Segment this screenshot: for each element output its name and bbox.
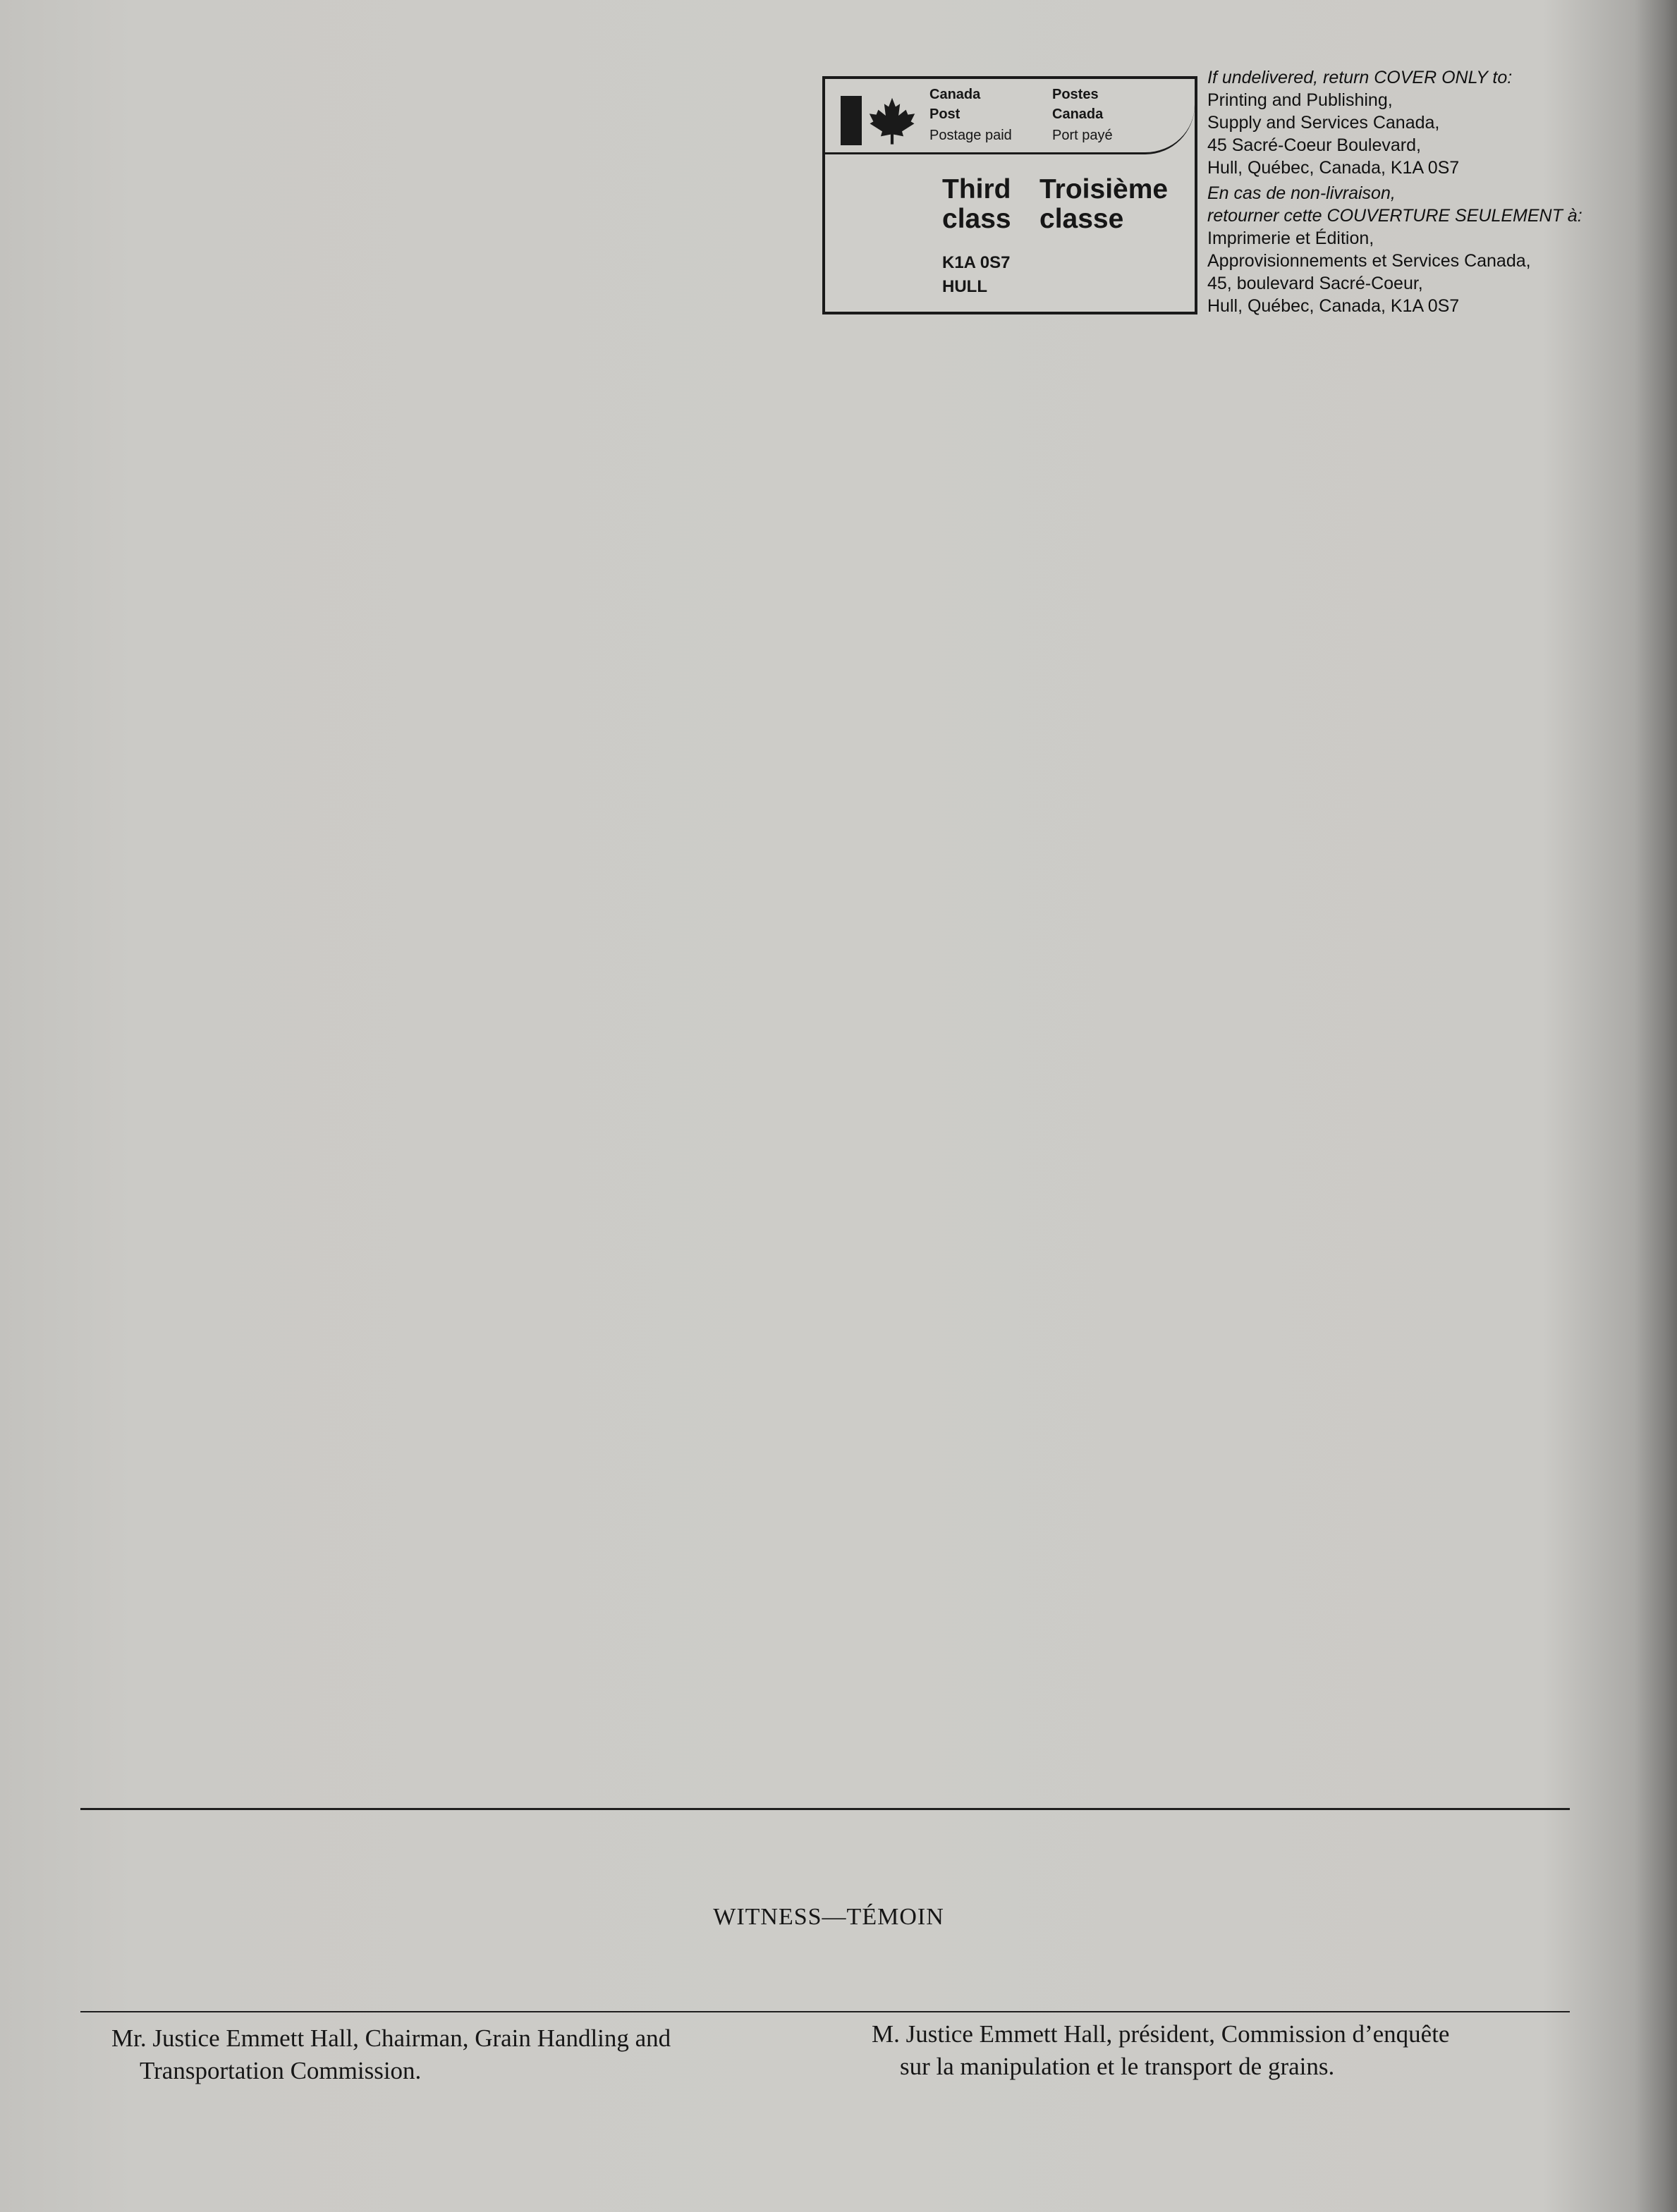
return-line-en: 45 Sacré-Coeur Boulevard,: [1207, 135, 1421, 155]
postal-city: HULL: [942, 277, 987, 296]
postal-indicia: [822, 76, 1197, 314]
return-line-en: Printing and Publishing,: [1207, 90, 1393, 110]
postal-code: K1A 0S7: [942, 253, 1011, 272]
return-line-en: Supply and Services Canada,: [1207, 113, 1440, 133]
return-line-en: Hull, Québec, Canada, K1A 0S7: [1207, 158, 1460, 178]
divider-rule-top: [80, 1808, 1570, 1810]
witness-en-line-2: Transportation Commission.: [140, 2057, 422, 2084]
canada-fr-label: Canada: [1052, 106, 1104, 122]
canada-label: Canada: [929, 87, 981, 102]
return-line-fr: Approvisionnements et Services Canada,: [1207, 251, 1531, 271]
postal-indicia-header: [825, 79, 1195, 154]
witness-fr-line-2: sur la manipulation et le transport de grains.: [900, 2053, 1335, 2080]
return-line-fr: Imprimerie et Édition,: [1207, 228, 1374, 248]
post-label: Post: [929, 106, 961, 122]
third-label: Third: [942, 174, 1011, 204]
return-line-fr: 45, boulevard Sacré-Coeur,: [1207, 274, 1423, 293]
port-paye-label: Port payé: [1052, 128, 1113, 143]
postage-paid-label: Postage paid: [929, 128, 1012, 143]
flag-bar-icon: [841, 96, 862, 145]
witness-title: WITNESS—TÉMOIN: [713, 1904, 944, 1930]
witness-entry-fr: [872, 2018, 1619, 2083]
postes-label: Postes: [1052, 87, 1099, 102]
troisieme-label: Troisième: [1039, 174, 1169, 204]
return-heading-fr-1: En cas de non-livraison,: [1207, 183, 1396, 203]
return-line-fr: Hull, Québec, Canada, K1A 0S7: [1207, 296, 1460, 316]
return-address-block: [1207, 66, 1673, 317]
class-label: class: [942, 204, 1011, 234]
mirrored-show-through-left: [63, 247, 797, 896]
divider-rule-bottom: [80, 2011, 1570, 2012]
mirrored-show-through-right: [839, 494, 1587, 888]
classe-label: classe: [1039, 204, 1124, 234]
witness-fr-line-1: M. Justice Emmett Hall, président, Commission d’enquête: [872, 2020, 1450, 2048]
return-heading-en: If undelivered, return COVER ONLY to:: [1207, 68, 1513, 87]
binding-edge-shadow: [1635, 0, 1677, 2212]
witness-entry-en: [111, 2022, 859, 2087]
return-heading-fr-2: retourner cette COUVERTURE SEULEMENT à:: [1207, 206, 1583, 226]
witness-en-line-1: Mr. Justice Emmett Hall, Chairman, Grain Handling and: [111, 2024, 671, 2052]
maple-leaf-icon: [867, 96, 917, 145]
